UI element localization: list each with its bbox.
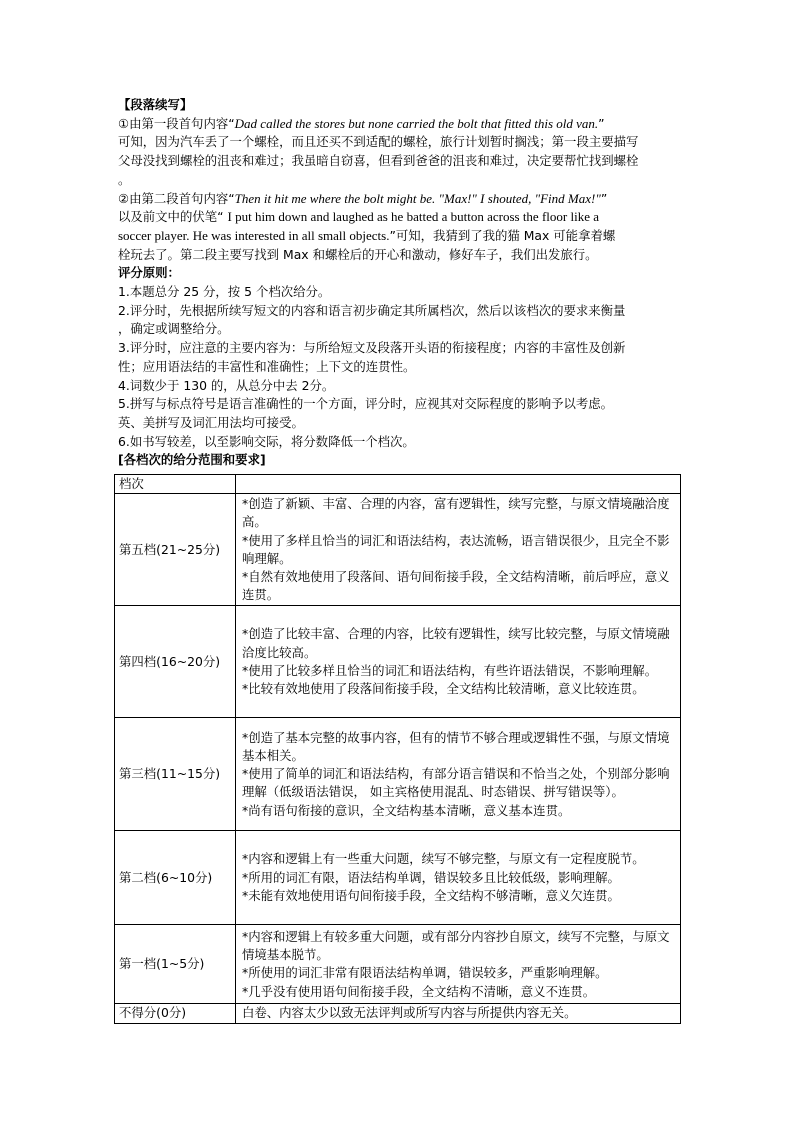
p2-suffix: ”	[600, 190, 608, 206]
table-row	[115, 606, 681, 718]
level-cell: 第二档(6~10分)	[115, 831, 236, 925]
principle-line: 英、美拼写及词汇用法均可接受。	[118, 414, 304, 430]
table-title: [各档次的给分范围和要求]	[118, 452, 266, 468]
document-body	[118, 96, 680, 470]
criterion: *使用了多样且恰当的词汇和语法结构，表达流畅，语言错误很少，且完全不影响理解。	[242, 532, 670, 566]
analysis-paragraph-2	[118, 190, 680, 265]
p2-line3-b: ”可知，我猜到了我的猫 Max 可能拿着螺	[389, 227, 616, 243]
criterion: *自然有效地使用了段落间、语句间衔接手段，全文结构清晰，前后呼应，意义连贯。	[242, 569, 670, 603]
p2-line4: 栓玩去了。第二段主要写找到 Max 和螺栓后的开心和激动，修好车子，我们出发旅行。	[118, 246, 598, 262]
table-header-level: 档次	[115, 475, 236, 494]
principle-line: ，确定或调整给分。	[118, 321, 230, 337]
criterion: *使用了简单的词汇和语法结构，有部分语言错误和不恰当之处，个别部分影响理解（低级语法错误， 如主宾格使用混乱、时态错误、拼写错误等）。	[242, 766, 670, 800]
criterion: *几乎没有使用语句间衔接手段，全文结构不清晰，意义不连贯。	[242, 983, 596, 999]
p1-quote: Dad called the stores but none carried the bolt that fitted this old van.	[234, 115, 599, 131]
p1-line2: 可知，因为汽车丢了一个螺栓，而且还买不到适配的螺栓，旅行计划暂时搁浅；第一段主要描写	[118, 134, 639, 150]
level-cell: 第四档(16~20分)	[115, 606, 236, 718]
principles-title: 评分原则：	[118, 265, 180, 281]
principle-line: 4.词数少于 130 的，从总分中去 2分。	[118, 377, 335, 393]
table-header-blank	[236, 475, 681, 494]
criterion: *创造了基本完整的故事内容，但有的情节不够合理或逻辑性不强，与原文情境基本相关。	[242, 729, 670, 763]
table-row	[115, 925, 681, 1004]
criterion: 白卷、内容太少以致无法评判或所写内容与所提供内容无关。	[242, 1005, 577, 1021]
table-row	[115, 718, 681, 831]
criteria-cell	[236, 925, 681, 1004]
principle-line: 3.评分时，应注意的主要内容为：与所给短文及段落开头语的衔接程度；内容的丰富性及创新	[118, 340, 626, 356]
criterion: *比较有效地使用了段落间衔接手段，全文结构比较清晰，意义比较连贯。	[242, 681, 645, 697]
section-title: 【段落续写】	[118, 97, 193, 112]
table-row	[115, 494, 681, 606]
p1-line3: 父母没找到螺栓的沮丧和难过；我虽暗自窃喜，但看到爸爸的沮丧和难过，决定要帮忙找到螺栓	[118, 153, 639, 169]
p2-line3-en: soccer player. He was interested in all small objects.	[118, 227, 390, 243]
principle-line: 5.拼写与标点符号是语言准确性的一个方面，评分时，应视其对交际程度的影响予以考虑。	[118, 396, 614, 412]
criteria-cell	[236, 606, 681, 718]
grading-table	[114, 474, 681, 1024]
p2-quote: Then it hit me where the bolt might be. "Max!" I shouted, "Find Max!"	[234, 190, 601, 206]
criterion: *所用的词汇有限，语法结构单调，错误较多且比较低级，影响理解。	[242, 869, 620, 885]
criteria-cell	[236, 494, 681, 606]
table-header-row	[115, 475, 681, 494]
level-cell: 第一档(1~5分)	[115, 925, 236, 1004]
criterion: *尚有语句衔接的意识，全文结构基本清晰，意义基本连贯。	[242, 802, 571, 818]
criterion: *内容和逻辑上有较多重大问题，或有部分内容抄自原文，续写不完整，与原文情境基本脱节。	[242, 928, 670, 962]
table-row	[115, 831, 681, 925]
p1-prefix: ①由第一段首句内容“	[118, 115, 235, 131]
level-cell: 第三档(11~15分)	[115, 718, 236, 831]
level-cell: 第五档(21~25分)	[115, 494, 236, 606]
p1-line4: 。	[118, 171, 131, 187]
p2-prefix: ②由第二段首句内容“	[118, 190, 235, 206]
criterion: *内容和逻辑上有一些重大问题，续写不够完整，与原文有一定程度脱节。	[242, 851, 645, 867]
criterion: *创造了比较丰富、合理的内容，比较有逻辑性，续写比较完整，与原文情境融洽度比较高。	[242, 626, 670, 660]
level-cell: 不得分(0分)	[115, 1004, 236, 1023]
criteria-cell	[236, 1004, 681, 1023]
criteria-cell	[236, 831, 681, 925]
p1-suffix: ”	[598, 115, 605, 131]
principle-line: 性；应用语法结的丰富性和准确性；上下文的连贯性。	[118, 358, 416, 374]
p2-line2-a: 以及前文中的伏笔“	[118, 209, 224, 225]
principle-line: 1.本题总分 25 分，按 5 个档次给分。	[118, 284, 331, 300]
p2-line2-en: I put him down and laughed as he batted a button across the floor like a	[227, 209, 599, 225]
table-row	[115, 1004, 681, 1023]
principle-line: 6.如书写较差，以至影响交际，将分数降低一个档次。	[118, 433, 415, 449]
criterion: *所使用的词汇非常有限语法结构单调，错误较多，严重影响理解。	[242, 965, 608, 981]
criterion: *创造了新颖、丰富、合理的内容，富有逻辑性，续写完整，与原文情境融洽度高。	[242, 495, 670, 530]
analysis-paragraph-1	[118, 115, 680, 190]
criterion: *使用了比较多样且恰当的词汇和语法结构，有些许语法错误，不影响理解。	[242, 662, 658, 678]
criteria-cell	[236, 718, 681, 831]
principle-line: 2.评分时，先根据所续写短文的内容和语言初步确定其所属档次，然后以该档次的要求来衡量	[118, 302, 626, 318]
criterion: *未能有效地使用语句间衔接手段，全文结构不够清晰，意义欠连贯。	[242, 887, 620, 903]
